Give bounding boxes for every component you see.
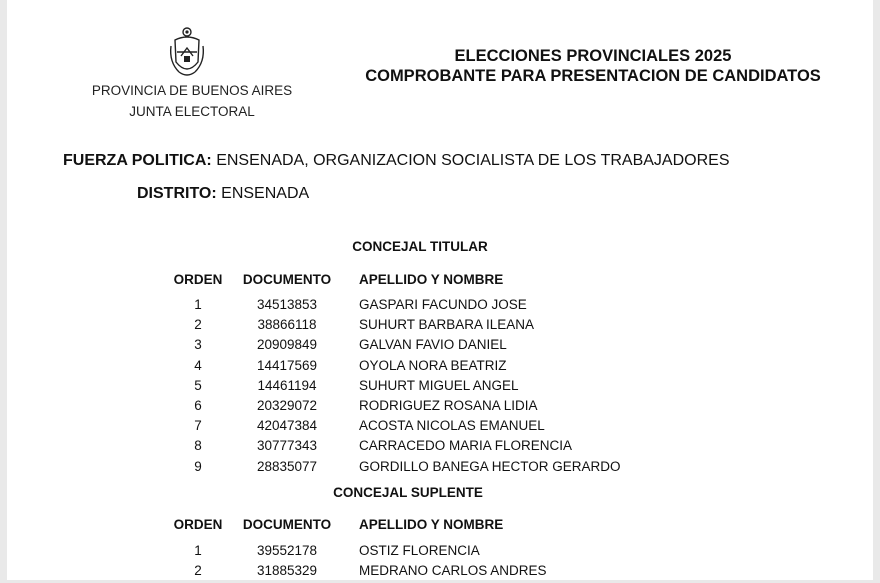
cell-documento: 42047384 xyxy=(256,418,318,434)
cell-nombre: GALVAN FAVIO DANIEL xyxy=(359,337,507,353)
cell-documento: 34513853 xyxy=(256,297,318,312)
cell-nombre: SUHURT MIGUEL ANGEL xyxy=(359,377,519,393)
cell-orden: 1 xyxy=(194,543,202,558)
cell-nombre: MEDRANO CARLOS ANDRES xyxy=(359,563,547,579)
table-row xyxy=(7,317,873,337)
receipt-title: COMPROBANTE PARA PRESENTACION DE CANDIDATOS xyxy=(365,67,821,85)
cell-orden: 6 xyxy=(194,397,202,413)
cell-nombre: CARRACEDO MARIA FLORENCIA xyxy=(359,438,573,454)
cell-documento: 14417569 xyxy=(256,357,318,373)
document-title xyxy=(323,46,863,86)
distrito-label: DISTRITO: xyxy=(137,185,217,202)
cell-documento: 38866118 xyxy=(257,317,317,333)
table-row xyxy=(7,358,873,378)
table-row xyxy=(7,378,873,398)
province-name: PROVINCIA DE BUENOS AIRES xyxy=(91,83,293,98)
column-header-nombre: APELLIDO Y NOMBRE xyxy=(359,272,504,287)
table-row xyxy=(7,543,873,563)
cell-orden: 9 xyxy=(194,458,202,474)
cell-documento: 39552178 xyxy=(256,543,318,558)
table-row xyxy=(7,398,873,418)
titulares-table xyxy=(7,297,873,479)
cell-documento: 20329072 xyxy=(256,397,318,413)
cell-orden: 2 xyxy=(194,563,202,579)
table-row xyxy=(7,563,873,583)
cell-nombre: OYOLA NORA BEATRIZ xyxy=(359,357,507,373)
column-header-orden: ORDEN xyxy=(173,272,223,287)
cell-orden: 2 xyxy=(194,317,202,333)
election-title: ELECCIONES PROVINCIALES 2025 xyxy=(454,47,732,65)
cell-documento: 28835077 xyxy=(256,458,318,474)
section-title-suplente: CONCEJAL SUPLENTE xyxy=(333,485,483,500)
cell-orden: 8 xyxy=(194,438,202,454)
table-row xyxy=(7,337,873,357)
column-header-documento: DOCUMENTO xyxy=(242,272,332,287)
cell-nombre: ACOSTA NICOLAS EMANUEL xyxy=(359,418,545,434)
cell-documento: 20909849 xyxy=(256,337,318,353)
fuerza-politica-value: ENSENADA, ORGANIZACION SOCIALISTA DE LOS TRABAJADORES xyxy=(216,152,730,169)
column-header-nombre: APELLIDO Y NOMBRE xyxy=(359,517,504,532)
distrito-value: ENSENADA xyxy=(221,185,310,202)
cell-nombre: GASPARI FACUNDO JOSE xyxy=(359,297,527,312)
cell-orden: 4 xyxy=(194,357,202,373)
issuer-block xyxy=(67,80,317,122)
cell-nombre: RODRIGUEZ ROSANA LIDIA xyxy=(359,397,538,413)
cell-orden: 7 xyxy=(194,418,202,434)
table-row xyxy=(7,297,873,317)
cell-nombre: SUHURT BARBARA ILEANA xyxy=(359,317,535,333)
cell-orden: 1 xyxy=(194,297,202,312)
fuerza-politica-label: FUERZA POLITICA: xyxy=(63,152,212,169)
column-header-orden: ORDEN xyxy=(173,517,223,532)
column-header-documento: DOCUMENTO xyxy=(242,517,332,532)
cell-orden: 5 xyxy=(194,377,202,393)
cell-orden: 3 xyxy=(194,337,202,353)
document-page xyxy=(7,0,873,580)
cell-nombre: OSTIZ FLORENCIA xyxy=(359,543,480,558)
table-row xyxy=(7,459,873,479)
section-title-titular: CONCEJAL TITULAR xyxy=(352,239,488,254)
fuerza-politica-field xyxy=(63,152,730,170)
cell-documento: 14461194 xyxy=(257,377,317,393)
table-row xyxy=(7,438,873,458)
cell-documento: 31885329 xyxy=(256,563,318,579)
table-row xyxy=(7,418,873,438)
provincial-seal-icon xyxy=(167,26,207,80)
cell-nombre: GORDILLO BANEGA HECTOR GERARDO xyxy=(359,458,621,474)
cell-documento: 30777343 xyxy=(256,438,318,454)
suplentes-table xyxy=(7,543,873,583)
distrito-field xyxy=(137,185,309,203)
electoral-board-name: JUNTA ELECTORAL xyxy=(129,104,255,119)
